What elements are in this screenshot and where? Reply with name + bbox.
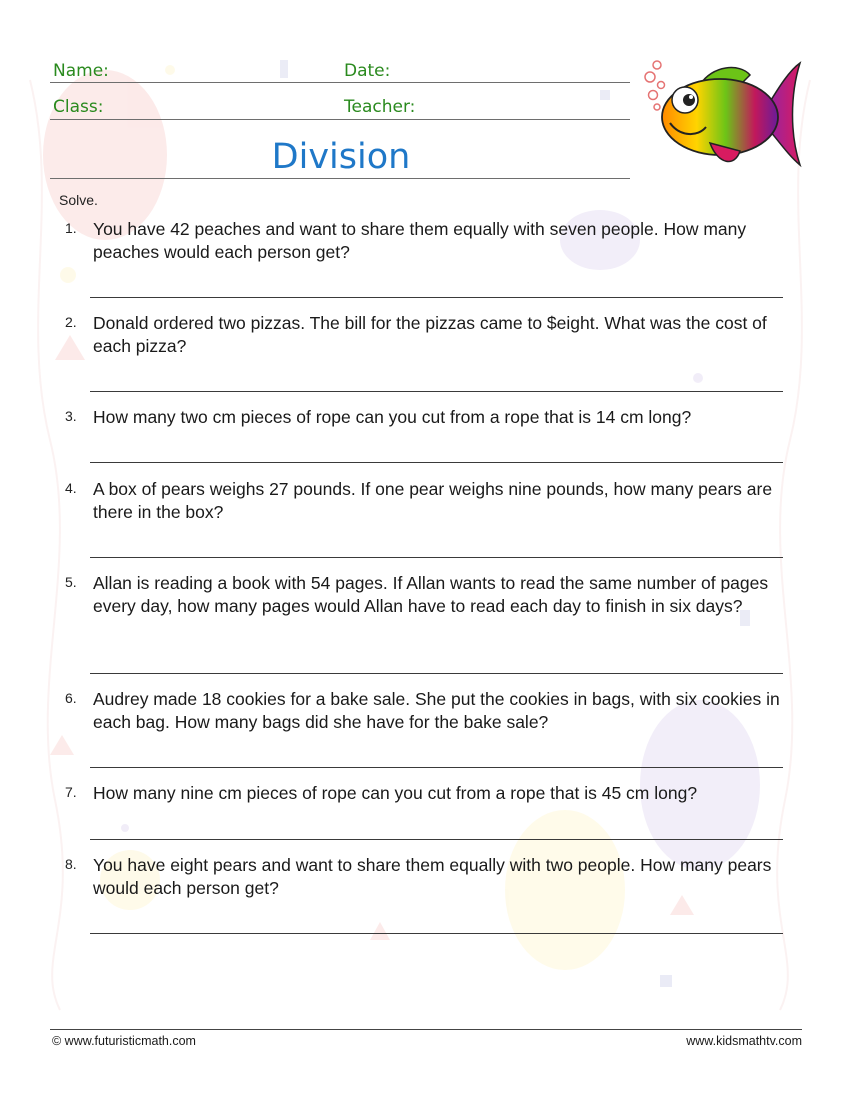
answer-line[interactable]	[90, 673, 783, 674]
name-date-line	[50, 82, 630, 83]
class-label: Class:	[53, 97, 104, 117]
question-number: 4.	[65, 480, 77, 496]
question-text: How many two cm pieces of rope can you cut from a rope that is 14 cm long?	[93, 407, 692, 427]
question-number: 5.	[65, 574, 77, 590]
answer-line[interactable]	[90, 839, 783, 840]
footer-copyright-link[interactable]: © www.futuristicmath.com	[52, 1034, 196, 1048]
question-text: Allan is reading a book with 54 pages. If Allan wants to read the same number of pages every day, how many pages would Allan have to read each day to finish in six days?	[93, 573, 769, 616]
date-label: Date:	[344, 61, 391, 81]
rainbow-fish-icon	[640, 55, 805, 175]
question-text: A box of pears weighs 27 pounds. If one pear weighs nine pounds, how many pears are there in the box?	[93, 479, 773, 522]
answer-line[interactable]	[90, 933, 783, 934]
answer-line[interactable]	[90, 391, 783, 392]
question-number: 1.	[65, 220, 77, 236]
instruction-text: Solve.	[59, 192, 98, 208]
answer-line[interactable]	[90, 297, 783, 298]
question-text: You have 42 peaches and want to share them equally with seven people. How many peaches would each person get?	[93, 219, 747, 262]
question-text: Donald ordered two pizzas. The bill for the pizzas came to $eight. What was the cost of each pizza?	[93, 313, 767, 356]
title-underline	[50, 178, 630, 179]
question-text: How many nine cm pieces of rope can you cut from a rope that is 45 cm long?	[93, 783, 698, 803]
question-number: 8.	[65, 856, 77, 872]
page-title: Division	[271, 137, 411, 177]
answer-line[interactable]	[90, 462, 783, 463]
answer-line[interactable]	[90, 767, 783, 768]
footer-divider	[50, 1029, 802, 1030]
class-teacher-line	[50, 119, 630, 120]
question-number: 7.	[65, 784, 77, 800]
footer-site-link[interactable]: www.kidsmathtv.com	[686, 1034, 802, 1048]
question-number: 6.	[65, 690, 77, 706]
question-text: Audrey made 18 cookies for a bake sale. She put the cookies in bags, with six cookies in each bag. How many bags did she have for the bake sale?	[93, 689, 780, 732]
question-number: 3.	[65, 408, 77, 424]
teacher-label: Teacher:	[344, 97, 416, 117]
answer-line[interactable]	[90, 557, 783, 558]
question-text: You have eight pears and want to share them equally with two people. How many pears would each person get?	[93, 855, 772, 898]
name-label: Name:	[53, 61, 109, 81]
question-number: 2.	[65, 314, 77, 330]
